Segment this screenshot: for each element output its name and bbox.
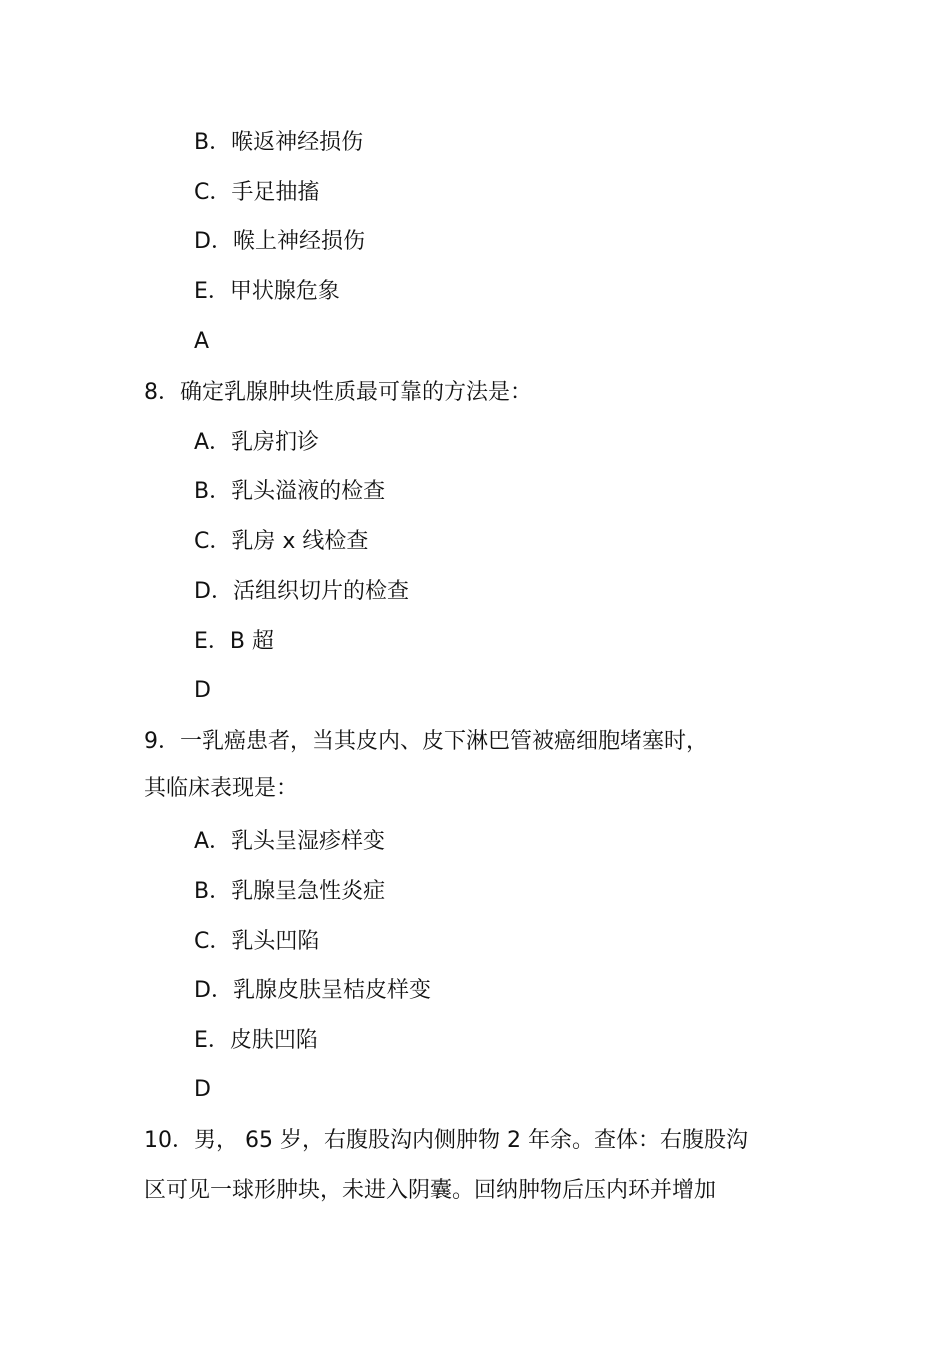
option-e-q9: E．皮肤凹陷 (194, 1028, 318, 1053)
question-9-line-1: 9．一乳癌患者，当其皮内、皮下淋巴管被癌细胞堵塞时， (144, 729, 708, 754)
option-c-q9: C．乳头凹陷 (194, 929, 320, 954)
option-b-q9: B．乳腺呈急性炎症 (194, 879, 386, 904)
option-a-q8: A．乳房扪诊 (194, 430, 320, 455)
question-8: 8．确定乳腺肿块性质最可靠的方法是： (144, 380, 532, 405)
option-e-q8: E．B 超 (194, 629, 274, 654)
answer-q8: D (194, 678, 211, 703)
question-9-line-2: 其临床表现是： (144, 776, 299, 801)
answer-q9: D (194, 1077, 211, 1102)
option-d-q8: D．活组织切片的检查 (194, 579, 409, 604)
option-a-q9: A．乳头呈湿疹样变 (194, 829, 386, 854)
option-d-q7: D．喉上神经损伤 (194, 229, 365, 254)
option-d-q9: D．乳腺皮肤呈桔皮样变 (194, 978, 431, 1003)
option-c-q8: C．乳房 x 线检查 (194, 529, 369, 554)
option-b-q8: B．乳头溢液的检查 (194, 479, 386, 504)
option-b-q7: B．喉返神经损伤 (194, 130, 364, 155)
option-c-q7: C．手足抽搐 (194, 180, 320, 205)
question-10-line-1: 10．男， 65 岁，右腹股沟内侧肿物 2 年余。查体：右腹股沟 (144, 1128, 748, 1153)
option-e-q7: E．甲状腺危象 (194, 279, 340, 304)
question-10-line-2: 区可见一球形肿块，未进入阴囊。回纳肿物后压内环并增加 (144, 1178, 717, 1203)
answer-q7: A (194, 329, 210, 354)
